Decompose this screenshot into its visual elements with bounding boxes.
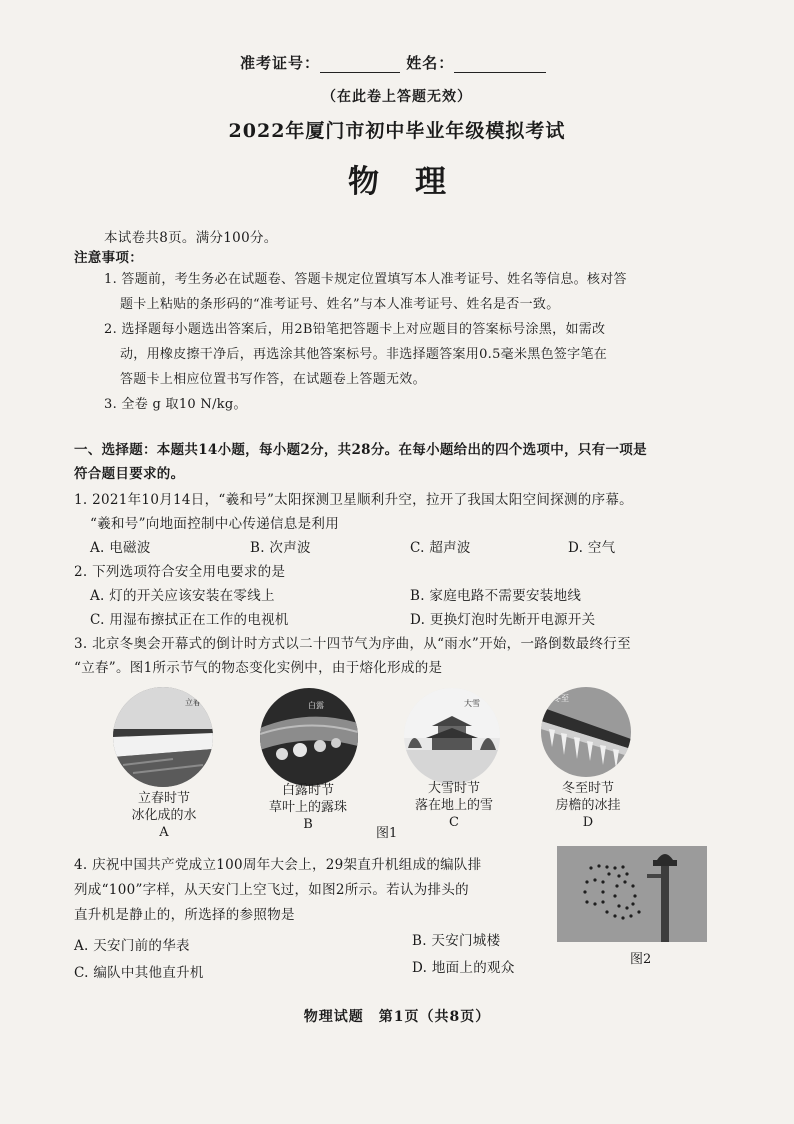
name-label: 姓名： — [406, 54, 455, 72]
figure1-caption-c — [398, 780, 510, 831]
figure2-image — [557, 846, 707, 942]
solar-term-stamp: 冬至 — [553, 694, 569, 703]
option-letter: A — [159, 825, 169, 840]
name-blank — [454, 72, 546, 73]
caption-line: 冰化成的水 — [131, 808, 197, 823]
question-4-stem-cont: 列成“100”字样，从天安门上空飞过，如图2所示。若认为排头的 — [74, 882, 469, 898]
exam-title: 2022年厦门市初中毕业年级模拟考试 — [228, 120, 566, 142]
section-title: 一、选择题：本题共14小题，每小题2分，共28分。在每小题给出的四个选项中，只有一项是 — [74, 442, 647, 458]
figure1-caption-b — [252, 782, 364, 833]
note-line: 2. 选择题每小题选出答案后，用2B铅笔把答题卡上对应题目的答案标号涂黑，如需改 — [104, 322, 606, 337]
question-2-stem: 2. 下列选项符合安全用电要求的是 — [74, 564, 286, 580]
option-letter: C — [449, 815, 459, 830]
figure1-image-b — [260, 688, 358, 786]
question-1-option-a: A. 电磁波 — [90, 540, 151, 556]
admission-number-blank — [320, 72, 400, 73]
caption-line: 立春时节 — [137, 791, 190, 806]
question-4-option-a: A. 天安门前的华表 — [74, 938, 190, 954]
question-3-stem-cont: “立春”。图1所示节气的物态变化实例中，由于熔化形成的是 — [74, 660, 443, 676]
figure1-image-a — [113, 687, 213, 787]
note-line: 动，用橡皮擦干净后，再选涂其他答案标号。非选择题答案用0.5毫米黑色签字笔在 — [120, 347, 608, 362]
invalid-answer-notice: （在此卷上答题无效） — [322, 89, 472, 105]
figure1-image-c — [404, 688, 500, 784]
option-letter: D — [582, 815, 594, 830]
solar-term-stamp: 大雪 — [464, 699, 480, 708]
note-line: 答题卡上相应位置书写作答，在试题卷上答题无效。 — [120, 372, 426, 387]
caption-line: 草叶上的露珠 — [268, 800, 347, 815]
section-title-cont: 符合题目要求的。 — [74, 466, 185, 482]
question-2-option-c: C. 用湿布擦拭正在工作的电视机 — [90, 612, 289, 628]
figure1-label: 图1 — [376, 826, 398, 841]
note-line: 3. 全卷 g 取10 N/kg。 — [104, 397, 247, 412]
helicopter-formation-photo — [557, 846, 707, 942]
question-1-option-b: B. 次声波 — [250, 540, 311, 556]
candidate-info-line — [240, 52, 546, 73]
note-line: 题卡上粘贴的条形码的“准考证号、姓名”与本人准考证号、姓名是否一致。 — [120, 297, 560, 312]
figure1-caption-a — [120, 790, 208, 841]
snowy-temple-photo — [404, 688, 500, 784]
solar-term-stamp: 立春 — [185, 698, 201, 707]
question-4-stem-cont: 直升机是静止的，所选择的参照物是 — [74, 907, 295, 923]
question-4-option-d: D. 地面上的观众 — [412, 960, 515, 976]
page-footer: 物理试题 第1页（共8页） — [303, 1009, 491, 1025]
caption-line: 白露时节 — [281, 783, 334, 798]
note-line: 1. 答题前，考生务必在试题卷、答题卡规定位置填写本人准考证号、姓名等信息。核对答 — [104, 272, 627, 287]
question-1-option-d: D. 空气 — [568, 540, 616, 556]
question-3-stem: 3. 北京冬奥会开幕式的倒计时方式以二十四节气为序曲，从“雨水”开始，一路倒数最终行至 — [74, 636, 631, 652]
notes-title: 注意事项： — [74, 250, 143, 266]
caption-line: 落在地上的雪 — [414, 798, 493, 813]
option-letter: B — [303, 817, 313, 832]
subject-title: 物理 — [348, 164, 482, 200]
caption-line: 大雪时节 — [427, 781, 480, 796]
caption-line: 冬至时节 — [561, 781, 614, 796]
figure1-caption-d — [536, 780, 640, 831]
figure1-image-d — [541, 687, 631, 777]
caption-line: 房檐的冰挂 — [555, 798, 621, 813]
admission-number-label: 准考证号： — [240, 54, 321, 72]
question-4-option-b: B. 天安门城楼 — [412, 933, 501, 949]
question-1-stem: 1. 2021年10月14日，“羲和号”太阳探测卫星顺利升空，拉开了我国太阳空间探测的序幕。 — [74, 492, 633, 508]
question-2-option-d: D. 更换灯泡时先断开电源开关 — [410, 612, 596, 628]
paper-summary: 本试卷共8页。满分100分。 — [104, 230, 278, 246]
question-1-stem-cont: “羲和号”向地面控制中心传递信息是利用 — [90, 516, 340, 532]
question-4-option-c: C. 编队中其他直升机 — [74, 965, 204, 981]
question-2-option-b: B. 家庭电路不需要安装地线 — [410, 588, 582, 604]
question-2-option-a: A. 灯的开关应该安装在零线上 — [90, 588, 275, 604]
solar-term-stamp: 白露 — [308, 701, 324, 710]
question-1-option-c: C. 超声波 — [410, 540, 471, 556]
question-4-stem: 4. 庆祝中国共产党成立100周年大会上，29架直升机组成的编队排 — [74, 857, 482, 873]
figure2-label: 图2 — [630, 952, 652, 967]
